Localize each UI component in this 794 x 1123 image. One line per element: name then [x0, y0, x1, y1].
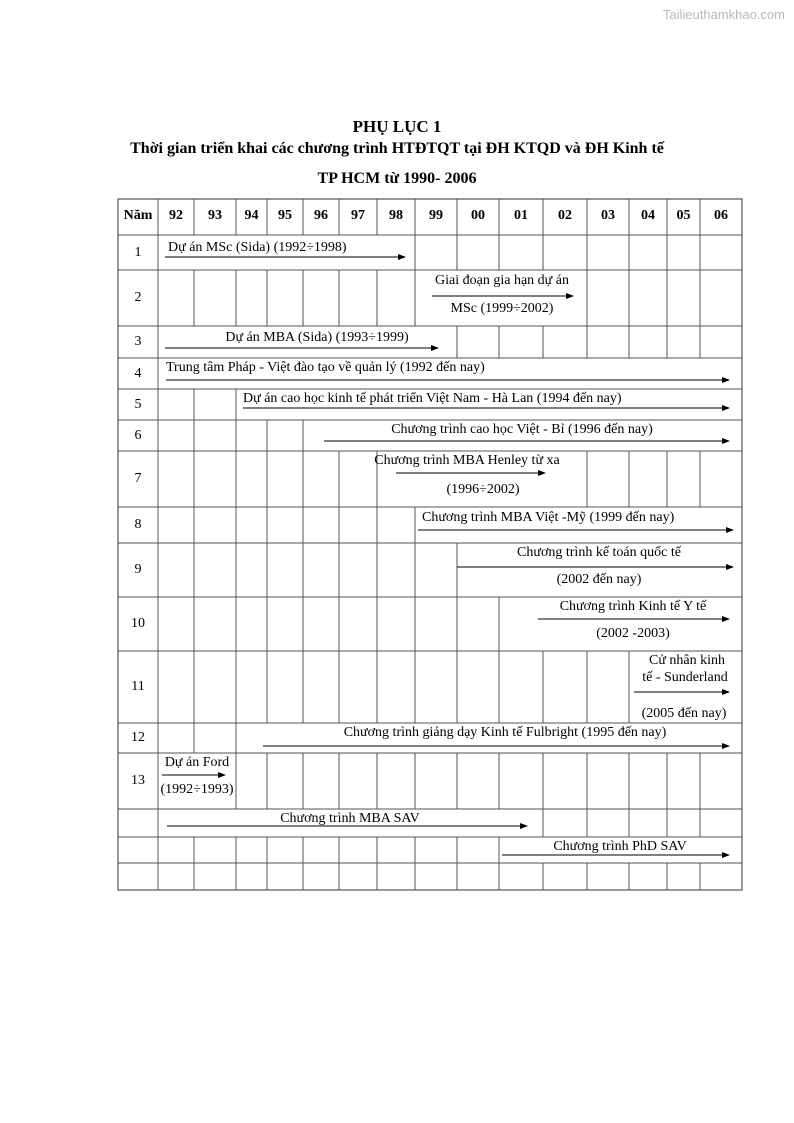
- program-label: Dự án MSc (Sida) (1992÷1998): [168, 240, 347, 255]
- row-number: 13: [131, 773, 145, 788]
- row-number: 10: [131, 616, 145, 631]
- appendix-subtitle-line1: Thời gian triển khai các chương trình HTĐTQT tại ĐH KTQD và ĐH Kinh tế: [130, 140, 664, 157]
- row-number: 6: [134, 427, 142, 443]
- program-label: Chương trình giảng dạy Kinh tế Fulbright (1995 đến nay): [343, 725, 667, 740]
- header-year: 96: [314, 208, 328, 223]
- program-label: Chương trình kế toán quốc tế: [517, 545, 681, 560]
- header-year: 94: [244, 208, 259, 223]
- program-label: Cử nhân kinh: [648, 653, 726, 668]
- program-label: (2002 -2003): [596, 626, 670, 641]
- program-label: (1992÷1993): [160, 782, 234, 797]
- header-year: 92: [169, 208, 183, 223]
- row-number: 4: [134, 365, 142, 381]
- row-number: 1: [134, 244, 142, 260]
- header-year: 03: [601, 208, 615, 223]
- program-label: Dự án MBA (Sida) (1993÷1999): [225, 330, 409, 345]
- program-label: Dự án Ford: [164, 755, 230, 770]
- row-number: 8: [134, 517, 142, 532]
- program-label: Chương trình MBA SAV: [280, 811, 420, 826]
- header-year: 00: [471, 208, 485, 223]
- program-label: (2002 đến nay): [556, 572, 642, 587]
- header-year: 05: [676, 208, 691, 223]
- program-label: tế - Sunderland: [642, 670, 728, 685]
- header-year: 99: [429, 208, 443, 223]
- program-label: (2005 đến nay): [641, 706, 727, 721]
- header-year: 06: [714, 208, 728, 223]
- row-number: 5: [134, 396, 142, 412]
- header-year: 02: [558, 208, 572, 223]
- row-number: 11: [131, 679, 145, 694]
- program-label: Dự án cao học kinh tế phát triển Việt Nam - Hà Lan (1994 đến nay): [243, 391, 622, 406]
- header-year: 95: [278, 208, 292, 223]
- program-label: Chương trình MBA Việt -Mỹ (1999 đến nay): [422, 510, 675, 525]
- program-label: Chương trình cao học Việt - Bỉ (1996 đến nay): [391, 422, 653, 437]
- appendix-title: PHỤ LỤC 1: [352, 117, 442, 136]
- program-label: (1996÷2002): [446, 482, 520, 497]
- row-number: 12: [131, 730, 145, 745]
- row-number: 7: [134, 471, 142, 486]
- header-year: 04: [641, 208, 655, 223]
- row-number: 2: [134, 290, 142, 305]
- appendix-subtitle-line2: TP HCM từ 1990- 2006: [317, 170, 477, 187]
- row-number: 3: [134, 334, 142, 349]
- header-year: 01: [514, 208, 528, 223]
- row-number: 9: [134, 562, 142, 577]
- watermark: Tailieuthamkhao.com: [662, 7, 785, 22]
- program-label: Giai đoạn gia hạn dự án: [435, 273, 569, 288]
- header-year-label: Năm: [123, 208, 153, 223]
- program-label: Trung tâm Pháp - Việt đào tạo về quản lý (1992 đến nay): [166, 360, 485, 375]
- program-label: Chương trình PhD SAV: [553, 839, 687, 854]
- header-year: 98: [389, 208, 403, 223]
- program-label: MSc (1999÷2002): [450, 301, 554, 316]
- header-year: 97: [351, 208, 365, 223]
- program-label: Chương trình MBA Henley từ xa: [374, 453, 560, 468]
- header-year: 93: [208, 208, 222, 223]
- program-label: Chương trình Kinh tế Y tế: [559, 599, 707, 614]
